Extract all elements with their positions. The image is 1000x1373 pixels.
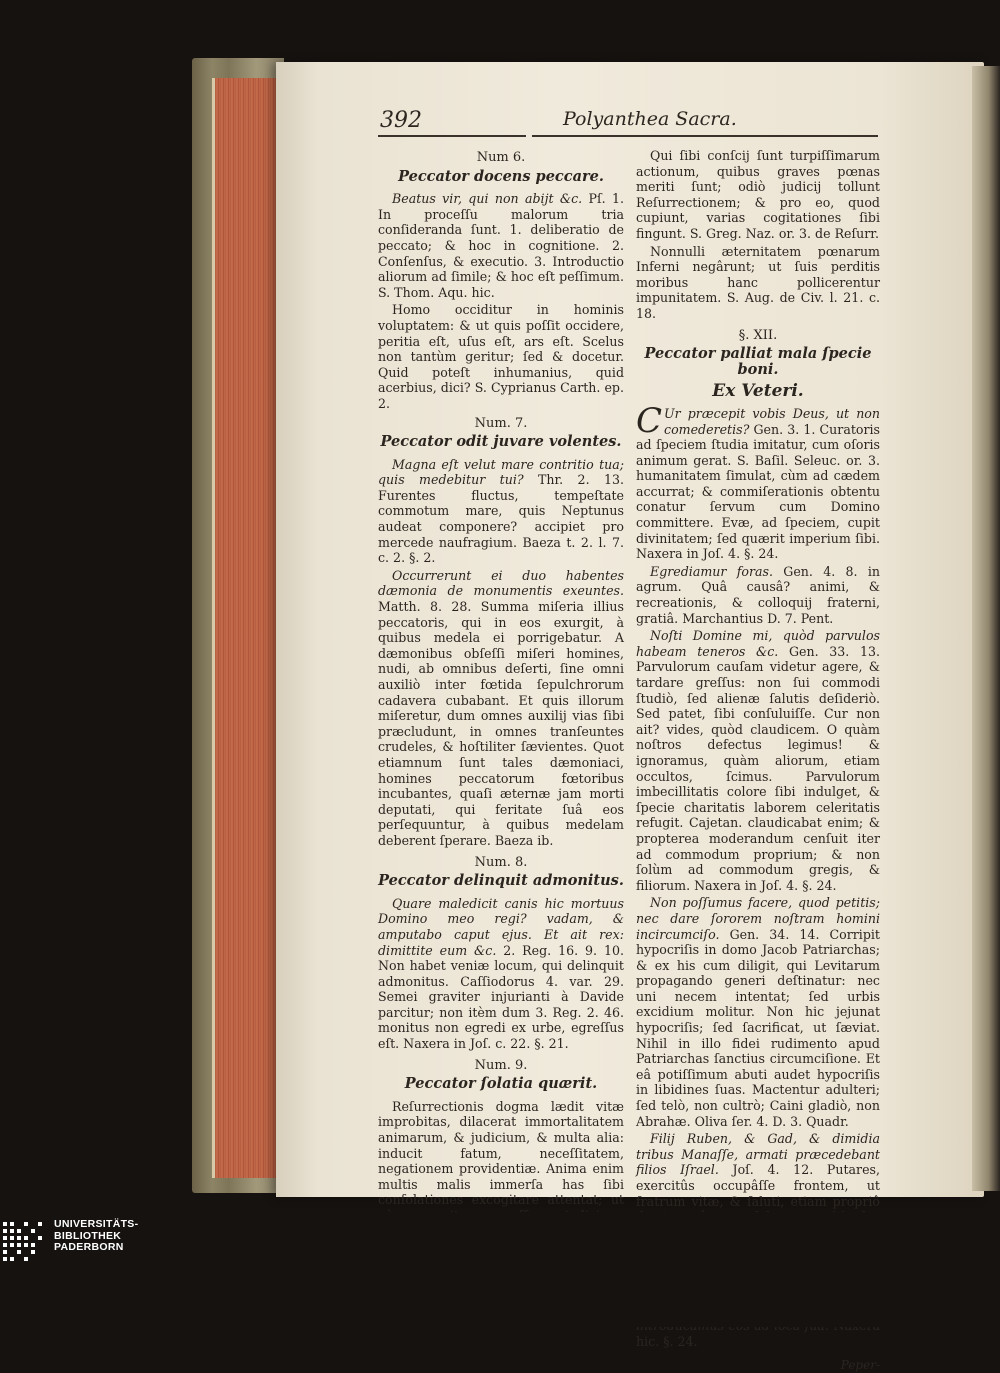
paragraph: Magna eſt velut mare contritio tua; quis medebitur tui? Thr. 2. 13. Furentes fluctus, tempeſtate commotum mare, quis Neptunus audeat componere? accipiet pro mercede naufragium. Baeza t. 2. l. 7. c. 2. §. 2. [378, 456, 625, 566]
paragraph: Noſti Domine mi, quòd parvulos habeam teneros &c. Gen. 33. 13. Parvulorum cauſam videtur agere, & tardare greſſus: non ſui commodi ſtudiò, ſed alienæ ſalutis deſideriò. Sed patet, ſibi conſuluiſſe. Cur non ait? vides, quòd claudicem. O quàm noſtros defectus legimus! & ignoramus, quàm aliorum, etiam occultos, ſcimus. Parvulorum imbecillitatis colore ſibi indulget, & ſpecie charitatis laborem celeritatis refugit. Cajetan. claudicabat enim; & propterea moderandum cenſuit iter ad commodum proprium; & non ſolùm ad commodum gregis, & filiorum. Naxera in Joſ. 4. §. 24. [636, 628, 880, 893]
section-number: Num. 8. [474, 854, 528, 870]
paragraph: Qui ſibi conſcij ſunt turpiſſimarum actionum, quibus graves pœnas meriti ſunt; odiò judicij tollunt Reſurrectionem; & pro eo, quod cupiunt, varias cogitationes ſibi fingunt. S. Greg. Naz. or. 3. de Reſurr. [636, 148, 880, 241]
subsection-title: Ex Veteri. [712, 381, 804, 402]
paragraph: Beatus vir, qui non abijt &c. Pſ. 1. In proceſſu malorum tria conſideranda ſunt. 1. deliberatio de peccato; & hoc in cognitione. 2. Conſenſus, & executio. 3. Introductio aliorum ad ſimile; & hoc eſt peſſimum. S. Thom. Aqu. hic. [378, 191, 624, 300]
header-rule-left [378, 135, 526, 137]
page-fringe [972, 66, 1000, 1191]
library-name-line: BIBLIOTHEK [54, 1229, 122, 1242]
paragraph: Quare maledicit canis hic mortuus Domino meo regi? vadam, & amputabo caput ejus. Et ait rex: dimittite eum &c. 2. Reg. 16. 9. 10. Non habet veniæ locum, qui delinquit admonitus. Caſſiodorus 4. var. 29. Semei graviter injurianti à Davide parcitur; non itèm dum 3. Reg. 2. 46. monitus non egredi ex urbe, egreſſus eſt. Naxera in Joſ. c. 22. §. 21. [378, 895, 624, 1052]
header-rule-right [532, 135, 878, 137]
section-title: Peccator ſolatia quærit. [404, 1075, 598, 1093]
paragraph: Homo occiditur in hominis voluptatem: & ut quis poſſit occidere, peritia eſt, uſus eſt, ars eſt. Scelus non tantùm geritur; ſed & docetur. Quid poteſt inhumanius, quid acerbius, dici? S. Cyprianus Carth. ep. 2. [378, 302, 624, 411]
paragraph: Egrediamur foras. Gen. 4. 8. in agrum. Quâ causâ? animi, & recreationis, & colloquij fraterni, gratiâ. Marchantius D. 7. Pent. [636, 563, 880, 626]
running-title: Polyanthea Sacra. [563, 108, 737, 130]
section-number: Num. 9. [474, 1057, 528, 1073]
library-logo-icon [0, 1219, 50, 1327]
section-title: Peccator palliat mala ſpecie boni. [644, 345, 872, 378]
catchword: Peper- [840, 1357, 880, 1372]
paragraph: Nonnulli æternitatem pœnarum Inferni negârunt; ut ſuis perditis moribus hanc pollicerentur impunitatem. S. Aug. de Civ. l. 21. c. 18. [636, 243, 880, 321]
section-title: Peccator odit juvare volentes. [380, 433, 622, 451]
page-block-red-edge [212, 78, 281, 1178]
library-name [54, 1219, 138, 1254]
section-title: Peccator delinquit admonitus. [378, 872, 624, 890]
section-number: §. XII. [738, 327, 778, 343]
left-column [378, 148, 624, 1272]
paragraph: Reſurrectionis dogma lædit vitæ improbitas, dilacerat immortalitatem animarum, & judicium, & multa alia: inducit fatum, neceſſitatem, negationem providentiæ. Anima enim multis malis immerſa has ſibi conſolationes excogitare attentat; ut [378, 1098, 624, 1208]
section-number: Num 6. [476, 150, 526, 165]
section-title: Peccator docens peccare. [398, 167, 604, 185]
library-name-line: PADERBORN [54, 1241, 124, 1253]
library-name-line: UNIVERSITÄTS- [54, 1218, 139, 1230]
paragraph: C Ur præcepit vobis Deus, ut non comederetis? Gen. 3. 1. Curatoris ad ſpeciem ſtudia imitatur, cum oſoris animum gerat. S. Baſil. Seleuc. or. 3. humanitatem ſimulat, cùm ad cædem accurrat; & commiſerationis obtentu conatur ſervum cum Domino committere. Evæ, ad ſpeciem, cupit divinitatem; ſed quærit imperium ſibi. Naxera in Joſ. 4. §. 24. [636, 400, 880, 562]
paragraph: Filij Ruben, & Gad, & dimidia tribus Manaſſe, armati præcedebant filios Iſrael. Joſ. 4. 12. Putares, exercitûs occupâſſe frontem, ut fratrum vitæ, & ſaluti, etiam propriô hic. §. 24. [636, 1131, 880, 1349]
paragraph: Non poſſumus facere, quod petitis; nec dare ſororem noſtram homini incircumciſo. Gen. 34. 14. Corripit hypocriſis in domo Jacob Patriarchas; & ex his cum diligit, qui Levitarum propagando generi deſtinatur: nec uni necem intentat; ſed urbis excidium molitur. Non hic jejunat hypocriſis; ſed ſacrificat, ut ſæviat. Nihil in illo fidei rudimento apud Patriarchas ſanctius circumciſione. Et eâ potiſſimum abuti audet hypocriſis in libidines ſuas. Mactentur adulteri; ſed telò, non cultrò; Caini gladiò, non Abrahæ. Oliva ſer. 4. D. 3. Quadr. [636, 895, 880, 1129]
section-number: Num. 7. [474, 415, 528, 431]
right-column [636, 148, 880, 1373]
page-number: 392 [380, 108, 422, 133]
drop-cap: C [636, 400, 663, 441]
footer-bar [0, 1212, 1000, 1327]
paragraph: Occurrerunt ei duo habentes dæmonia de monumentis exeuntes. Matth. 8. 28. Summa miſeria illius peccatoris, qui in eos exurgit, à quibus medela ei porrigebatur. A dæmonibus obſeſſi miſeri homines, nudi, ab omnibus deſerti, ſine omni auxiliò inter fœtida ſepulchrorum cadavera cubabant. Et quis illorum miſeretur, dum omnes auxilij vias ſibi præcludunt, in omnes tranſeuntes crudeles, & hoſtiliter ſævientes. Quot etiamnum ſunt tales dæmoniaci, homines peccatorum fœtoribus incubantes, quaſi æternæ jam morti deputati, qui feritate ſuâ eos perſequuntur, à quibus medelam deberent ſperare. Baeza ib. [378, 567, 624, 848]
